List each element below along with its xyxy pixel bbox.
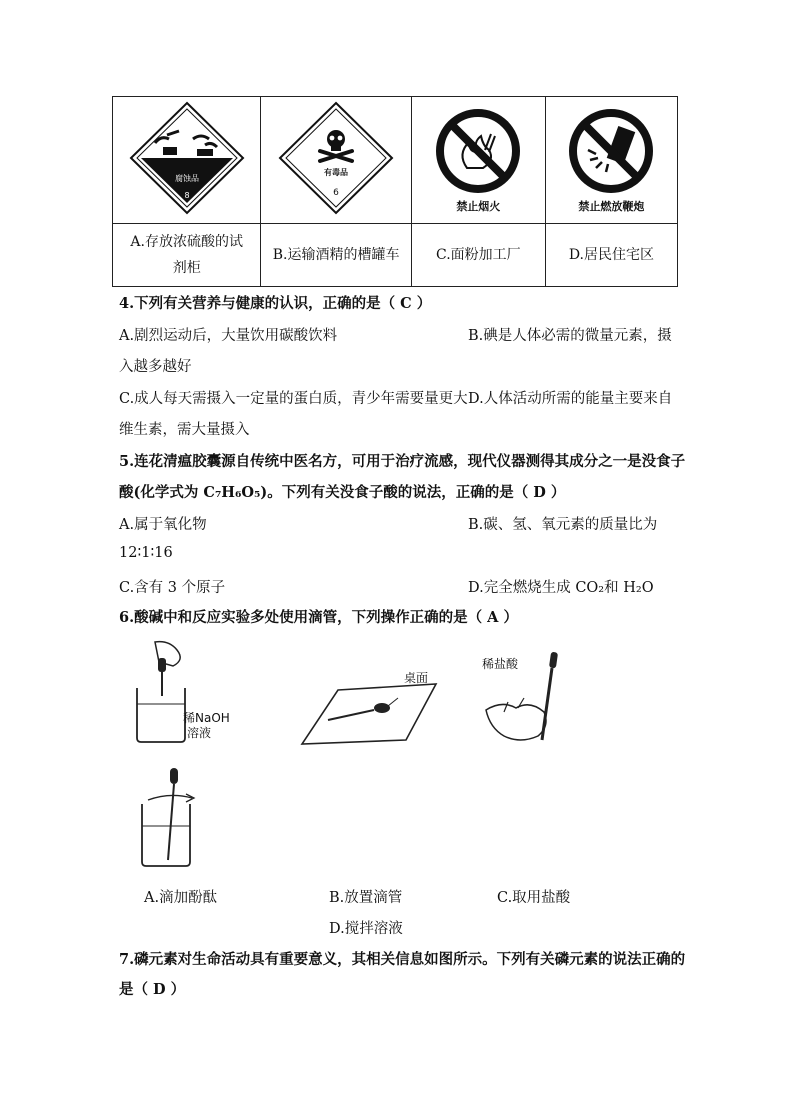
figure-d-stirring-beaker (132, 766, 202, 872)
q4-option-d-line2: 维生素，需大量摄入 (119, 422, 250, 438)
desk-label: 桌面 (404, 671, 429, 685)
caption-b: B.运输酒精的槽罐车 (261, 224, 411, 287)
figure-c-hand-dropper (478, 648, 578, 748)
toxic-hazard-icon (276, 99, 396, 217)
figure-b-dropper-on-desk (298, 668, 448, 750)
sign-cell-b (261, 97, 411, 224)
q4-option-d-line1: D.人体活动所需的能量主要来自 (468, 391, 673, 407)
sign-cell-a (113, 97, 261, 224)
caption-d: D.居民住宅区 (545, 224, 677, 287)
solution-label: 溶液 (187, 726, 212, 740)
q5-option-a: A.属于氧化物 (119, 517, 207, 533)
q5-option-b-line2: 12∶1∶16 (119, 545, 173, 561)
sign-cell-c (411, 97, 545, 224)
q7-stem-line1: 7.磷元素对生命活动具有重要意义，其相关信息如图所示。下列有关磷元素的说法正确的 (119, 951, 686, 968)
corrosive-hazard-icon (127, 99, 247, 217)
sign-d-label: 禁止燃放鞭炮 (578, 200, 645, 213)
q5-stem-line1: 5.连花清瘟胶囊源自传统中医名方，可用于治疗流感，现代仪器测得其成分之一是没食子 (119, 453, 686, 470)
q6-stem: 6.酸碱中和反应实验多处使用滴管，下列操作正确的是（ A ） (119, 609, 518, 626)
sign-b-inner-text: 有毒品 (324, 168, 349, 177)
figure-a-dropper-beaker (125, 638, 235, 748)
q6-option-d: D.搅拌溶液 (329, 921, 403, 937)
naoh-label: 稀NaOH (183, 711, 230, 725)
q5-option-b-line1: B.碳、氢、氧元素的质量比为 (468, 517, 658, 533)
sign-a-class-number: 8 (184, 191, 190, 200)
q7-stem-line2: 是（ D ） (119, 981, 186, 998)
q4-option-b-line1: B.碘是人体必需的微量元素，摄 (468, 328, 672, 344)
no-fire-icon (433, 106, 523, 196)
q4-stem: 4.下列有关营养与健康的认识，正确的是（ C ） (119, 295, 432, 312)
sign-a-inner-text: 腐蚀品 (174, 174, 199, 183)
sign-cell-d (545, 97, 677, 224)
hazard-signs-table (112, 96, 678, 287)
caption-a: A.存放浓硫酸的试剂柜 (113, 224, 261, 287)
q4-option-b-line2: 入越多越好 (119, 359, 192, 375)
q5-option-d: D.完全燃烧生成 CO₂和 H₂O (468, 580, 654, 596)
caption-c: C.面粉加工厂 (411, 224, 545, 287)
q5-stem-line2: 酸(化学式为 C₇H₆O₅)。下列有关没食子酸的说法，正确的是（ D ） (119, 484, 566, 501)
sign-c-label: 禁止烟火 (456, 200, 501, 213)
q6-option-b: B.放置滴管 (329, 890, 403, 906)
q6-option-c: C.取用盐酸 (497, 890, 571, 906)
sign-b-class-number: 6 (333, 188, 339, 198)
q6-option-a: A.滴加酚酞 (144, 890, 218, 906)
hcl-label: 稀盐酸 (482, 657, 519, 671)
q5-option-c: C.含有 3 个原子 (119, 580, 226, 596)
q4-option-a: A.剧烈运动后，大量饮用碳酸饮料 (119, 328, 338, 344)
no-firecracker-icon (566, 106, 656, 196)
q4-option-c: C.成人每天需摄入一定量的蛋白质，青少年需要量更大 (119, 391, 468, 407)
